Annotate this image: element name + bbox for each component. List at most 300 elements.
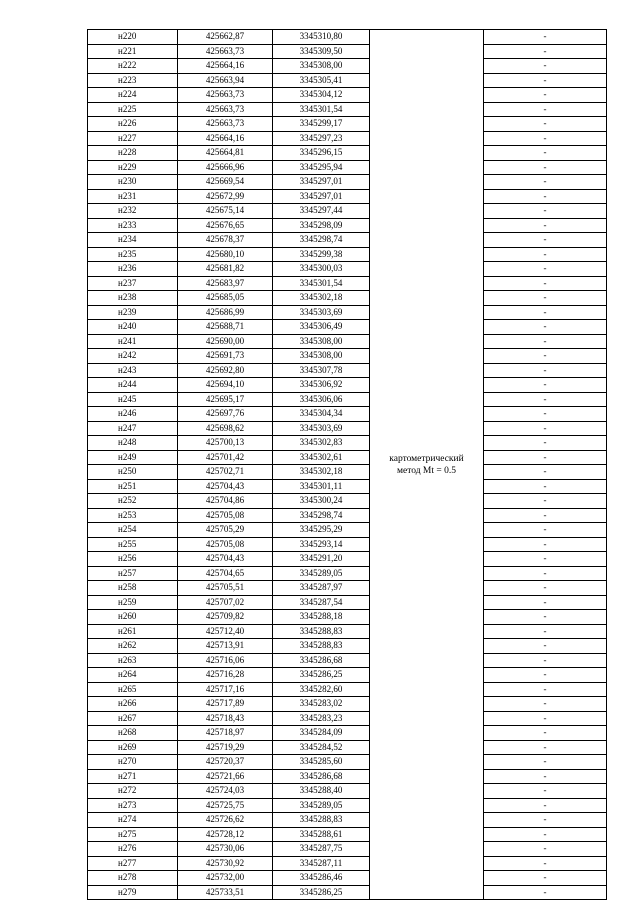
- x-coordinate-cell: 425717,16: [178, 682, 273, 697]
- y-coordinate-cell: 3345288,83: [273, 624, 370, 639]
- point-name-cell: н259: [88, 595, 178, 610]
- table-row: [88, 784, 607, 799]
- x-coordinate-cell: 425691,73: [178, 349, 273, 364]
- x-coordinate-cell: 425704,43: [178, 479, 273, 494]
- note-cell: -: [484, 291, 607, 306]
- point-name-cell: н273: [88, 798, 178, 813]
- point-name-cell: н236: [88, 262, 178, 277]
- x-coordinate-cell: 425713,91: [178, 639, 273, 654]
- y-coordinate-cell: 3345287,97: [273, 581, 370, 596]
- table-row: [88, 842, 607, 857]
- note-cell: -: [484, 668, 607, 683]
- note-cell: -: [484, 59, 607, 74]
- point-name-cell: н229: [88, 160, 178, 175]
- point-name-cell: н267: [88, 711, 178, 726]
- point-name-cell: н243: [88, 363, 178, 378]
- y-coordinate-cell: 3345284,52: [273, 740, 370, 755]
- y-coordinate-cell: 3345287,11: [273, 856, 370, 871]
- table-row: [88, 189, 607, 204]
- y-coordinate-cell: 3345283,02: [273, 697, 370, 712]
- table-row: [88, 131, 607, 146]
- point-name-cell: н226: [88, 117, 178, 132]
- x-coordinate-cell: 425695,17: [178, 392, 273, 407]
- x-coordinate-cell: 425690,00: [178, 334, 273, 349]
- note-cell: -: [484, 494, 607, 509]
- table-row: [88, 146, 607, 161]
- point-name-cell: н269: [88, 740, 178, 755]
- note-cell: -: [484, 479, 607, 494]
- note-cell: -: [484, 523, 607, 538]
- y-coordinate-cell: 3345293,14: [273, 537, 370, 552]
- note-cell: -: [484, 465, 607, 480]
- table-row: [88, 291, 607, 306]
- table-row: [88, 247, 607, 262]
- point-name-cell: н242: [88, 349, 178, 364]
- note-cell: -: [484, 653, 607, 668]
- y-coordinate-cell: 3345286,25: [273, 885, 370, 900]
- y-coordinate-cell: 3345302,61: [273, 450, 370, 465]
- note-cell: -: [484, 305, 607, 320]
- y-coordinate-cell: 3345306,49: [273, 320, 370, 335]
- table-row: [88, 450, 607, 465]
- x-coordinate-cell: 425698,62: [178, 421, 273, 436]
- point-name-cell: н234: [88, 233, 178, 248]
- point-name-cell: н235: [88, 247, 178, 262]
- table-row: [88, 581, 607, 596]
- x-coordinate-cell: 425718,43: [178, 711, 273, 726]
- x-coordinate-cell: 425663,73: [178, 88, 273, 103]
- y-coordinate-cell: 3345298,09: [273, 218, 370, 233]
- note-cell: -: [484, 784, 607, 799]
- point-name-cell: н231: [88, 189, 178, 204]
- note-cell: -: [484, 131, 607, 146]
- point-name-cell: н262: [88, 639, 178, 654]
- point-name-cell: н264: [88, 668, 178, 683]
- table-row: [88, 682, 607, 697]
- method-label-line-2: метод Mt = 0.5: [396, 465, 456, 476]
- point-name-cell: н223: [88, 73, 178, 88]
- note-cell: -: [484, 30, 607, 45]
- table-row: [88, 44, 607, 59]
- note-cell: -: [484, 566, 607, 581]
- note-cell: -: [484, 276, 607, 291]
- table-row: [88, 697, 607, 712]
- table-row: [88, 871, 607, 886]
- x-coordinate-cell: 425724,03: [178, 784, 273, 799]
- x-coordinate-cell: 425704,86: [178, 494, 273, 509]
- table-row: [88, 218, 607, 233]
- y-coordinate-cell: 3345286,25: [273, 668, 370, 683]
- note-cell: -: [484, 102, 607, 117]
- table-row: [88, 305, 607, 320]
- x-coordinate-cell: 425676,65: [178, 218, 273, 233]
- table-row: [88, 262, 607, 277]
- y-coordinate-cell: 3345304,12: [273, 88, 370, 103]
- x-coordinate-cell: 425732,00: [178, 871, 273, 886]
- y-coordinate-cell: 3345310,80: [273, 30, 370, 45]
- x-coordinate-cell: 425664,81: [178, 146, 273, 161]
- note-cell: -: [484, 552, 607, 567]
- table-row: [88, 117, 607, 132]
- point-name-cell: н253: [88, 508, 178, 523]
- point-name-cell: н245: [88, 392, 178, 407]
- point-name-cell: н265: [88, 682, 178, 697]
- point-name-cell: н256: [88, 552, 178, 567]
- point-name-cell: н239: [88, 305, 178, 320]
- y-coordinate-cell: 3345298,74: [273, 233, 370, 248]
- y-coordinate-cell: 3345301,11: [273, 479, 370, 494]
- point-name-cell: н249: [88, 450, 178, 465]
- x-coordinate-cell: 425666,96: [178, 160, 273, 175]
- table-row: [88, 392, 607, 407]
- note-cell: -: [484, 189, 607, 204]
- point-name-cell: н224: [88, 88, 178, 103]
- table-row: [88, 378, 607, 393]
- y-coordinate-cell: 3345295,29: [273, 523, 370, 538]
- y-coordinate-cell: 3345302,18: [273, 291, 370, 306]
- note-cell: -: [484, 537, 607, 552]
- y-coordinate-cell: 3345286,68: [273, 769, 370, 784]
- y-coordinate-cell: 3345289,05: [273, 566, 370, 581]
- x-coordinate-cell: 425686,99: [178, 305, 273, 320]
- method-label-line-1: картометрический: [389, 453, 464, 464]
- point-name-cell: н255: [88, 537, 178, 552]
- y-coordinate-cell: 3345306,06: [273, 392, 370, 407]
- table-row: [88, 73, 607, 88]
- point-name-cell: н268: [88, 726, 178, 741]
- y-coordinate-cell: 3345308,00: [273, 349, 370, 364]
- note-cell: -: [484, 349, 607, 364]
- note-cell: -: [484, 117, 607, 132]
- table-row: [88, 102, 607, 117]
- table-row: [88, 711, 607, 726]
- note-cell: -: [484, 320, 607, 335]
- table-row: [88, 421, 607, 436]
- point-name-cell: н241: [88, 334, 178, 349]
- note-cell: -: [484, 856, 607, 871]
- note-cell: -: [484, 334, 607, 349]
- y-coordinate-cell: 3345288,83: [273, 813, 370, 828]
- y-coordinate-cell: 3345286,46: [273, 871, 370, 886]
- y-coordinate-cell: 3345308,00: [273, 334, 370, 349]
- y-coordinate-cell: 3345291,20: [273, 552, 370, 567]
- point-name-cell: н274: [88, 813, 178, 828]
- table-row: [88, 740, 607, 755]
- note-cell: -: [484, 885, 607, 900]
- point-name-cell: н254: [88, 523, 178, 538]
- table-row: [88, 639, 607, 654]
- y-coordinate-cell: 3345296,15: [273, 146, 370, 161]
- table-row: [88, 479, 607, 494]
- point-name-cell: н246: [88, 407, 178, 422]
- point-name-cell: н250: [88, 465, 178, 480]
- note-cell: -: [484, 450, 607, 465]
- table-row: [88, 508, 607, 523]
- table-row: [88, 320, 607, 335]
- x-coordinate-cell: 425705,08: [178, 508, 273, 523]
- y-coordinate-cell: 3345308,00: [273, 59, 370, 74]
- table-row: [88, 276, 607, 291]
- table-row: [88, 175, 607, 190]
- note-cell: -: [484, 73, 607, 88]
- table-row: [88, 537, 607, 552]
- note-cell: -: [484, 798, 607, 813]
- table-row: [88, 813, 607, 828]
- x-coordinate-cell: 425672,99: [178, 189, 273, 204]
- y-coordinate-cell: 3345306,92: [273, 378, 370, 393]
- x-coordinate-cell: 425707,02: [178, 595, 273, 610]
- point-name-cell: н228: [88, 146, 178, 161]
- note-cell: -: [484, 378, 607, 393]
- x-coordinate-cell: 425694,10: [178, 378, 273, 393]
- x-coordinate-cell: 425705,29: [178, 523, 273, 538]
- note-cell: -: [484, 871, 607, 886]
- y-coordinate-cell: 3345309,50: [273, 44, 370, 59]
- table-row: [88, 160, 607, 175]
- point-name-cell: н277: [88, 856, 178, 871]
- note-cell: -: [484, 842, 607, 857]
- point-name-cell: н276: [88, 842, 178, 857]
- x-coordinate-cell: 425705,51: [178, 581, 273, 596]
- note-cell: -: [484, 218, 607, 233]
- table-row: [88, 30, 607, 45]
- x-coordinate-cell: 425692,80: [178, 363, 273, 378]
- y-coordinate-cell: 3345307,78: [273, 363, 370, 378]
- x-coordinate-cell: 425721,66: [178, 769, 273, 784]
- note-cell: -: [484, 508, 607, 523]
- note-cell: -: [484, 160, 607, 175]
- note-cell: -: [484, 421, 607, 436]
- point-name-cell: н271: [88, 769, 178, 784]
- x-coordinate-cell: 425675,14: [178, 204, 273, 219]
- point-name-cell: н247: [88, 421, 178, 436]
- x-coordinate-cell: 425662,87: [178, 30, 273, 45]
- point-name-cell: н258: [88, 581, 178, 596]
- point-name-cell: н252: [88, 494, 178, 509]
- note-cell: -: [484, 813, 607, 828]
- note-cell: -: [484, 624, 607, 639]
- y-coordinate-cell: 3345287,75: [273, 842, 370, 857]
- note-cell: -: [484, 363, 607, 378]
- point-name-cell: н257: [88, 566, 178, 581]
- point-name-cell: н237: [88, 276, 178, 291]
- note-cell: -: [484, 204, 607, 219]
- x-coordinate-cell: 425664,16: [178, 59, 273, 74]
- x-coordinate-cell: 425688,71: [178, 320, 273, 335]
- point-name-cell: н220: [88, 30, 178, 45]
- y-coordinate-cell: 3345288,40: [273, 784, 370, 799]
- note-cell: -: [484, 175, 607, 190]
- note-cell: -: [484, 88, 607, 103]
- y-coordinate-cell: 3345289,05: [273, 798, 370, 813]
- y-coordinate-cell: 3345298,74: [273, 508, 370, 523]
- x-coordinate-cell: 425701,42: [178, 450, 273, 465]
- y-coordinate-cell: 3345286,68: [273, 653, 370, 668]
- note-cell: -: [484, 44, 607, 59]
- point-name-cell: н270: [88, 755, 178, 770]
- table-row: [88, 334, 607, 349]
- point-name-cell: н260: [88, 610, 178, 625]
- x-coordinate-cell: 425663,73: [178, 117, 273, 132]
- x-coordinate-cell: 425700,13: [178, 436, 273, 451]
- y-coordinate-cell: 3345295,94: [273, 160, 370, 175]
- note-cell: -: [484, 146, 607, 161]
- note-cell: -: [484, 407, 607, 422]
- x-coordinate-cell: 425697,76: [178, 407, 273, 422]
- note-cell: -: [484, 726, 607, 741]
- note-cell: -: [484, 711, 607, 726]
- x-coordinate-cell: 425730,92: [178, 856, 273, 871]
- y-coordinate-cell: 3345285,60: [273, 755, 370, 770]
- y-coordinate-cell: 3345297,23: [273, 131, 370, 146]
- x-coordinate-cell: 425704,43: [178, 552, 273, 567]
- y-coordinate-cell: 3345297,44: [273, 204, 370, 219]
- point-name-cell: н221: [88, 44, 178, 59]
- x-coordinate-cell: 425726,62: [178, 813, 273, 828]
- table-row: [88, 204, 607, 219]
- point-name-cell: н263: [88, 653, 178, 668]
- x-coordinate-cell: 425678,37: [178, 233, 273, 248]
- note-cell: -: [484, 262, 607, 277]
- x-coordinate-cell: 425680,10: [178, 247, 273, 262]
- x-coordinate-cell: 425702,71: [178, 465, 273, 480]
- y-coordinate-cell: 3345301,54: [273, 102, 370, 117]
- table-row: [88, 595, 607, 610]
- table-row: [88, 349, 607, 364]
- x-coordinate-cell: 425718,97: [178, 726, 273, 741]
- point-name-cell: н244: [88, 378, 178, 393]
- y-coordinate-cell: 3345297,01: [273, 189, 370, 204]
- x-coordinate-cell: 425717,89: [178, 697, 273, 712]
- point-name-cell: н272: [88, 784, 178, 799]
- table-row: [88, 726, 607, 741]
- y-coordinate-cell: 3345303,69: [273, 421, 370, 436]
- table-row: [88, 494, 607, 509]
- table-row: [88, 88, 607, 103]
- method-cell: [370, 30, 484, 900]
- y-coordinate-cell: 3345288,83: [273, 639, 370, 654]
- y-coordinate-cell: 3345297,01: [273, 175, 370, 190]
- table-row: [88, 668, 607, 683]
- x-coordinate-cell: 425664,16: [178, 131, 273, 146]
- y-coordinate-cell: 3345305,41: [273, 73, 370, 88]
- point-name-cell: н261: [88, 624, 178, 639]
- point-name-cell: н279: [88, 885, 178, 900]
- table-row: [88, 769, 607, 784]
- y-coordinate-cell: 3345299,38: [273, 247, 370, 262]
- x-coordinate-cell: 425716,28: [178, 668, 273, 683]
- table-row: [88, 827, 607, 842]
- y-coordinate-cell: 3345288,61: [273, 827, 370, 842]
- table-row: [88, 407, 607, 422]
- note-cell: -: [484, 436, 607, 451]
- x-coordinate-cell: 425681,82: [178, 262, 273, 277]
- table-row: [88, 363, 607, 378]
- note-cell: -: [484, 595, 607, 610]
- table-row: [88, 610, 607, 625]
- y-coordinate-cell: 3345303,69: [273, 305, 370, 320]
- y-coordinate-cell: 3345284,09: [273, 726, 370, 741]
- point-name-cell: н251: [88, 479, 178, 494]
- point-name-cell: н266: [88, 697, 178, 712]
- table-row: [88, 523, 607, 538]
- y-coordinate-cell: 3345301,54: [273, 276, 370, 291]
- x-coordinate-cell: 425663,73: [178, 102, 273, 117]
- table-row: [88, 566, 607, 581]
- coordinates-table-body: [88, 30, 607, 900]
- note-cell: -: [484, 610, 607, 625]
- point-name-cell: н232: [88, 204, 178, 219]
- x-coordinate-cell: 425733,51: [178, 885, 273, 900]
- point-name-cell: н225: [88, 102, 178, 117]
- point-name-cell: н227: [88, 131, 178, 146]
- coordinates-table: [87, 29, 607, 900]
- x-coordinate-cell: 425663,94: [178, 73, 273, 88]
- table-row: [88, 59, 607, 74]
- x-coordinate-cell: 425730,06: [178, 842, 273, 857]
- y-coordinate-cell: 3345299,17: [273, 117, 370, 132]
- note-cell: -: [484, 581, 607, 596]
- table-row: [88, 653, 607, 668]
- table-row: [88, 552, 607, 567]
- table-row: [88, 436, 607, 451]
- note-cell: -: [484, 697, 607, 712]
- point-name-cell: н230: [88, 175, 178, 190]
- x-coordinate-cell: 425683,97: [178, 276, 273, 291]
- x-coordinate-cell: 425705,08: [178, 537, 273, 552]
- point-name-cell: н240: [88, 320, 178, 335]
- table-row: [88, 465, 607, 480]
- table-row: [88, 856, 607, 871]
- x-coordinate-cell: 425719,29: [178, 740, 273, 755]
- y-coordinate-cell: 3345283,23: [273, 711, 370, 726]
- table-row: [88, 624, 607, 639]
- note-cell: -: [484, 827, 607, 842]
- y-coordinate-cell: 3345300,24: [273, 494, 370, 509]
- point-name-cell: н275: [88, 827, 178, 842]
- note-cell: -: [484, 740, 607, 755]
- table-row: [88, 233, 607, 248]
- note-cell: -: [484, 247, 607, 262]
- y-coordinate-cell: 3345282,60: [273, 682, 370, 697]
- note-cell: -: [484, 639, 607, 654]
- table-row: [88, 798, 607, 813]
- point-name-cell: н222: [88, 59, 178, 74]
- y-coordinate-cell: 3345302,18: [273, 465, 370, 480]
- table-row: [88, 755, 607, 770]
- x-coordinate-cell: 425663,73: [178, 44, 273, 59]
- note-cell: -: [484, 682, 607, 697]
- note-cell: -: [484, 755, 607, 770]
- x-coordinate-cell: 425709,82: [178, 610, 273, 625]
- note-cell: -: [484, 233, 607, 248]
- table-row: [88, 885, 607, 900]
- point-name-cell: н248: [88, 436, 178, 451]
- x-coordinate-cell: 425685,05: [178, 291, 273, 306]
- x-coordinate-cell: 425720,37: [178, 755, 273, 770]
- x-coordinate-cell: 425725,75: [178, 798, 273, 813]
- x-coordinate-cell: 425716,06: [178, 653, 273, 668]
- point-name-cell: н278: [88, 871, 178, 886]
- y-coordinate-cell: 3345300,03: [273, 262, 370, 277]
- note-cell: -: [484, 769, 607, 784]
- x-coordinate-cell: 425712,40: [178, 624, 273, 639]
- note-cell: -: [484, 392, 607, 407]
- y-coordinate-cell: 3345288,18: [273, 610, 370, 625]
- y-coordinate-cell: 3345287,54: [273, 595, 370, 610]
- x-coordinate-cell: 425728,12: [178, 827, 273, 842]
- y-coordinate-cell: 3345302,83: [273, 436, 370, 451]
